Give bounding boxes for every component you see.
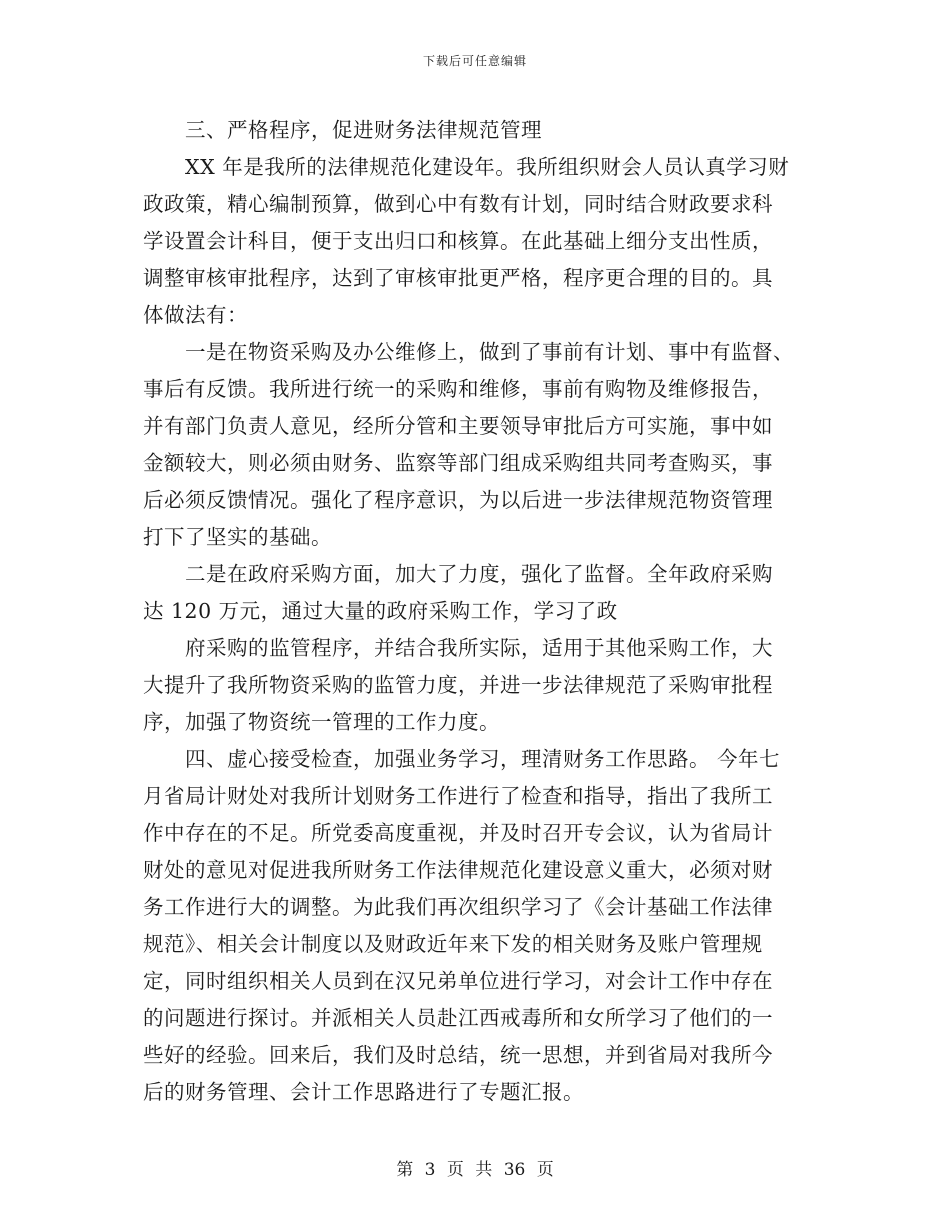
page-header: 下载后可任意编辑 — [422, 54, 527, 68]
paragraph-line: XX 年是我所的法律规范化建设年。我所组织财会人员认真学习财 — [185, 155, 790, 179]
paragraph-line: 金额较大，则必须由财务、监察等部门组成采购组共同考查购买，事 — [143, 451, 773, 475]
paragraph-line: 些好的经验。回来后，我们及时总结，统一思想，并到省局对我所今 — [143, 1043, 773, 1067]
paragraph-line: 序，加强了物资统一管理的工作力度。 — [143, 710, 500, 734]
paragraph-line: 后必须反馈情况。强化了程序意识，为以后进一步法律规范物资管理 — [143, 488, 773, 512]
document-body — [143, 112, 808, 1111]
paragraph-line: 事后有反馈。我所进行统一的采购和维修，事前有购物及维修报告， — [143, 377, 773, 401]
paragraph-line: 府采购的监管程序，并结合我所实际，适用于其他采购工作，大 — [185, 636, 773, 660]
page-footer: 第 3 页 共 36 页 — [396, 1160, 554, 1180]
paragraph-line: 学设置会计科目，便于支出归口和核算。在此基础上细分支出性质， — [143, 229, 773, 253]
paragraph-line: 大提升了我所物资采购的监管力度，并进一步法律规范了采购审批程 — [143, 673, 773, 697]
paragraph-line: 的问题进行探讨。并派相关人员赴江西戒毒所和女所学习了他们的一 — [143, 1006, 773, 1030]
section-heading-four: 四、虚心接受检查，加强业务学习，理清财务工作思路。 今年七 — [185, 747, 781, 771]
paragraph-line: 调整审核审批程序，达到了审核审批更严格，程序更合理的目的。具 — [143, 266, 773, 290]
paragraph-line: 后的财务管理、会计工作思路进行了专题汇报。 — [143, 1080, 584, 1104]
paragraph-line: 体做法有： — [143, 303, 248, 327]
paragraph-line: 作中存在的不足。所党委高度重视，并及时召开专会议，认为省局计 — [143, 821, 773, 845]
paragraph-line: 一是在物资采购及办公维修上，做到了事前有计划、事中有监督、 — [185, 340, 794, 364]
paragraph-line: 二是在政府采购方面，加大了力度，强化了监督。全年政府采购 — [185, 562, 773, 586]
paragraph-line: 定，同时组织相关人员到在汉兄弟单位进行学习，对会计工作中存在 — [143, 969, 773, 993]
paragraph-line: 打下了坚实的基础。 — [143, 525, 332, 549]
paragraph-line: 政政策，精心编制预算，做到心中有数有计划，同时结合财政要求科 — [143, 192, 773, 216]
paragraph-line: 规范》、相关会计制度以及财政近年来下发的相关财务及账户管理规 — [143, 932, 763, 956]
paragraph-line: 并有部门负责人意见，经所分管和主要领导审批后方可实施，事中如 — [143, 414, 773, 438]
section-heading-three: 三、严格程序，促进财务法律规范管理 — [185, 118, 542, 142]
paragraph-line: 达 120 万元，通过大量的政府采购工作，学习了政 — [143, 599, 618, 623]
paragraph-line: 财处的意见对促进我所财务工作法律规范化建设意义重大，必须对财 — [143, 858, 773, 882]
paragraph-line: 务工作进行大的调整。为此我们再次组织学习了《会计基础工作法律 — [143, 895, 773, 919]
paragraph-line: 月省局计财处对我所计划财务工作进行了检查和指导，指出了我所工 — [143, 784, 773, 808]
